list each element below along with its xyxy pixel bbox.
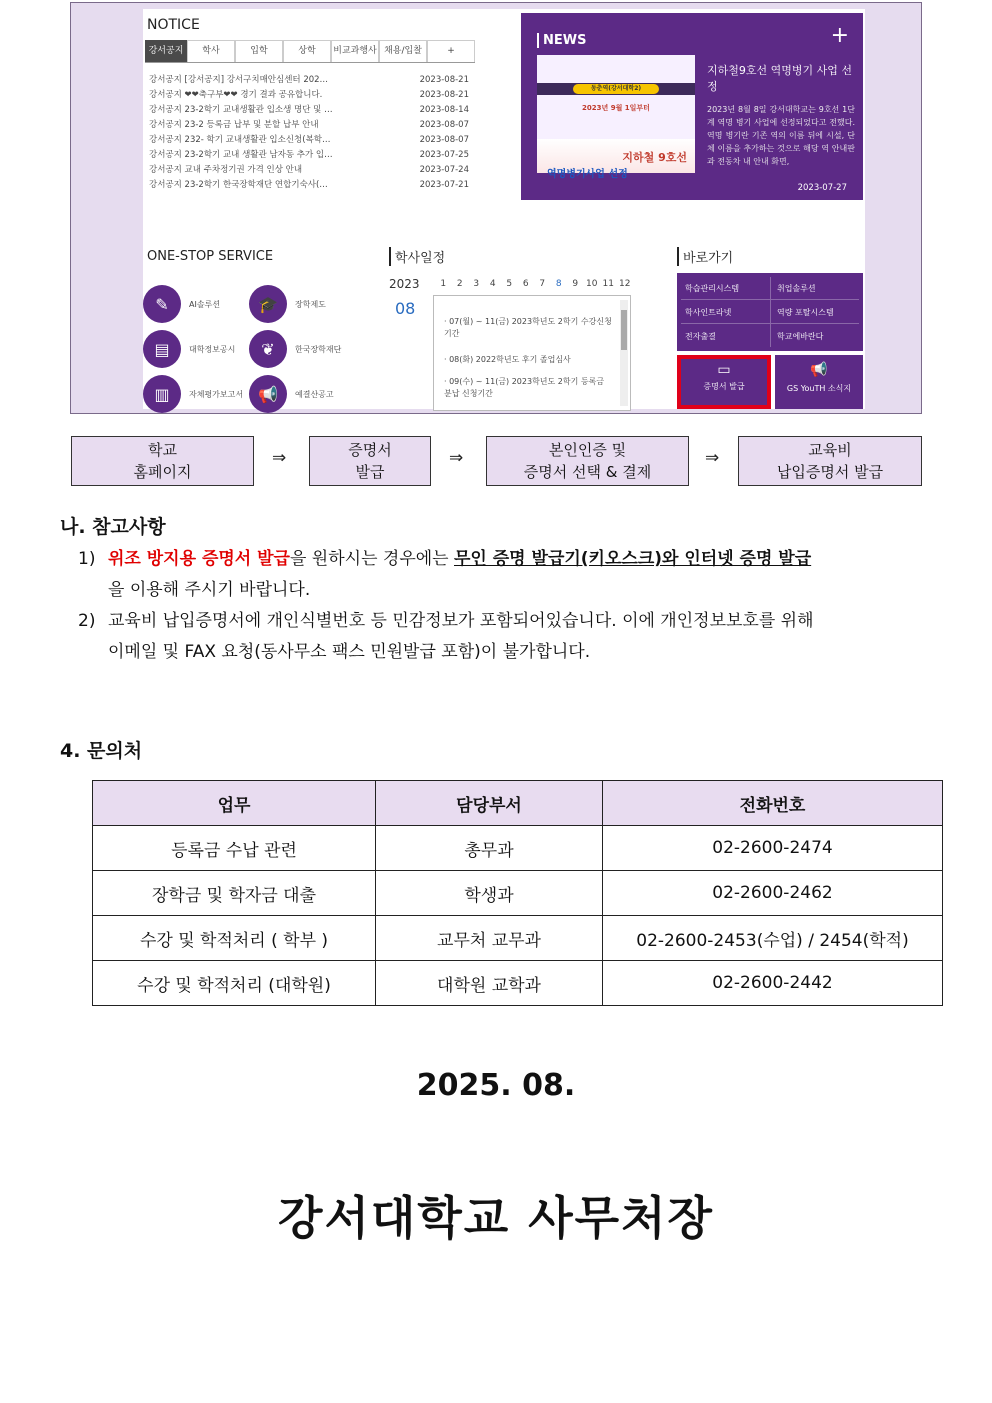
flow-step-line: 발급 <box>355 463 385 481</box>
flow-step-line: 증명서 <box>348 441 392 459</box>
tab-kangseo-notice[interactable]: 강서공지 <box>145 40 187 62</box>
one-stop-disclosure[interactable] <box>143 330 245 368</box>
notice-item-date: 2023-07-24 <box>419 165 469 175</box>
table-cell: 등록금 수납 관련 <box>93 826 376 871</box>
calendar-events <box>433 295 631 411</box>
news-image[interactable] <box>537 55 695 180</box>
one-stop-ai-solution[interactable] <box>143 285 245 323</box>
calendar-month-selector <box>435 279 633 289</box>
notice-item-date: 2023-07-21 <box>419 180 469 190</box>
link-attendance[interactable]: 전자출결 <box>685 332 716 341</box>
table-cell: 수강 및 학적처리 ( 학부 ) <box>93 916 376 961</box>
tab-extracurricular[interactable]: 비교과행사 <box>331 40 379 62</box>
table-header-row <box>93 781 943 826</box>
list-item[interactable] <box>149 73 469 88</box>
divider <box>770 277 771 347</box>
flow-step-line: 학교 <box>148 441 177 459</box>
news-label: NEWS <box>537 33 586 48</box>
month-9[interactable]: 9 <box>572 279 579 289</box>
gs-youth-button-label: GS YouTH 소식지 <box>786 384 852 393</box>
news-body: 2023년 8월 8일 강서대학교는 9호선 1단계 역명 병기 사업에 선정되었다고 전했다. 역명 병기란 기존 역의 이름 뒤에 시설, 단체 이름을 추가하는 것으로 해당 역 안내판과 전동차 내 안내 화면, <box>707 105 855 166</box>
link-lms[interactable]: 학습관리시스템 <box>685 284 740 293</box>
document-edit-icon: ✎ <box>143 285 181 323</box>
one-stop-label: 한국장학재단 <box>295 344 342 354</box>
graduation-cap-icon: 🎓 <box>249 285 287 323</box>
sprout-icon: ❦ <box>249 330 287 368</box>
one-stop-label: 장학제도 <box>295 299 326 309</box>
notice-item-title: 강서공지 23-2학기 교내 생활관 남자동 추가 입… <box>149 150 333 160</box>
forgery-proof-text: 위조 방지용 증명서 발급 <box>108 549 290 569</box>
news-image-date: 2023년 9월 1일부터 <box>582 104 650 112</box>
tab-recruit[interactable]: 채용/입찰 <box>379 40 427 62</box>
flow-step-homepage <box>71 436 254 486</box>
one-stop-scholarship[interactable] <box>249 285 351 323</box>
link-suggestion[interactable]: 학교에바란다 <box>777 332 824 341</box>
table-cell: 02-2600-2462 <box>603 871 943 916</box>
month-6[interactable]: 6 <box>522 279 529 289</box>
arrow-right-icon: ⇒ <box>272 448 287 468</box>
month-12[interactable]: 12 <box>619 279 631 289</box>
notice-item-date: 2023-08-07 <box>419 120 469 130</box>
tab-scholarship[interactable]: 상학 <box>283 40 331 62</box>
news-more-button[interactable]: + <box>830 23 849 48</box>
document-date: 2025. 08. <box>416 1068 576 1103</box>
notice-item-date: 2023-08-21 <box>419 75 469 85</box>
notice-title: NOTICE <box>147 17 200 33</box>
megaphone-icon: 📢 <box>249 375 287 413</box>
month-10[interactable]: 10 <box>586 279 598 289</box>
tab-admission[interactable]: 입학 <box>235 40 283 62</box>
notice-item-title: 강서공지 232- 학기 교내생활관 입소신청(복학… <box>149 135 331 145</box>
table-cell: 대학원 교학과 <box>376 961 603 1006</box>
table-row <box>93 826 943 871</box>
month-1[interactable]: 1 <box>440 279 447 289</box>
flow-step-line: 증명서 선택 & 결제 <box>523 463 652 481</box>
table-cell: 02-2600-2453(수업) / 2454(학적) <box>603 916 943 961</box>
calendar-event: · 09(수) ~ 11(금) 2023학년도 2학기 등록금 분납 신청기간 <box>444 377 605 398</box>
list-item[interactable] <box>149 163 469 178</box>
one-stop-budget[interactable] <box>249 375 351 413</box>
column-header: 업무 <box>93 781 376 826</box>
notice-item-title: 강서공지 ❤❤축구부❤❤ 경기 결과 공유합니다. <box>149 90 323 100</box>
one-stop-label: 예결산공고 <box>295 389 334 399</box>
notice-item-title: 강서공지 교내 주차정기권 가격 인상 안내 <box>149 165 303 175</box>
list-item[interactable] <box>149 118 469 133</box>
notice-item-title: 강서공지 23-2 등록금 납부 및 분할 납부 안내 <box>149 120 319 130</box>
list-item[interactable] <box>149 103 469 118</box>
one-stop-label: 대학정보공시 <box>189 344 236 354</box>
calendar-year: 2023 <box>389 277 420 291</box>
flow-step-line: 본인인증 및 <box>548 441 627 459</box>
homepage-screenshot <box>70 2 922 414</box>
list-item[interactable] <box>149 178 469 193</box>
flow-step-line: 홈페이지 <box>133 463 192 481</box>
table-cell: 학생과 <box>376 871 603 916</box>
notice-tabs <box>145 40 475 62</box>
divider <box>681 323 859 324</box>
notice-item-date: 2023-07-25 <box>419 150 469 160</box>
one-stop-title: ONE-STOP SERVICE <box>147 249 274 264</box>
reference-item-2-line2: 이메일 및 FAX 요청(동사무소 팩스 민원발급 포함)이 불가합니다. <box>108 642 591 662</box>
news-panel[interactable] <box>521 13 863 200</box>
reference-item-2-line1: 교육비 납입증명서에 개인식별번호 등 민감정보가 포함되어있습니다. 이에 개인정보보호를 위해 <box>108 611 814 631</box>
shortcuts-title: 바로가기 <box>677 247 733 266</box>
notice-item-title: 강서공지 23-2학기 한국장학재단 연합기숙사(… <box>149 180 328 190</box>
link-intranet[interactable]: 학사인트라넷 <box>685 308 732 317</box>
notice-item-date: 2023-08-07 <box>419 135 469 145</box>
month-3[interactable]: 3 <box>473 279 480 289</box>
column-header: 담당부서 <box>376 781 603 826</box>
certificate-button-label: 증명서 발급 <box>703 382 745 391</box>
table-cell: 장학금 및 학자금 대출 <box>93 871 376 916</box>
table-row <box>93 961 943 1006</box>
reference-item-1-num: 1) <box>78 549 96 569</box>
laptop-icon: ▭ <box>717 362 731 378</box>
contact-table <box>92 780 943 1006</box>
news-image-pill: 동춘역(강서대학2) <box>573 84 659 94</box>
news-date: 2023-07-27 <box>797 183 847 193</box>
bar-chart-icon: ▥ <box>143 375 181 413</box>
column-header: 전화번호 <box>603 781 943 826</box>
scrollbar-thumb[interactable] <box>621 310 627 350</box>
reference-item-1-tail: 을 이용해 주시기 바랍니다. <box>108 580 311 600</box>
link-portal[interactable]: 역량 포탈시스템 <box>777 308 834 317</box>
reference-item-1-mid: 을 원하시는 경우에는 <box>289 549 454 569</box>
homepage-content <box>143 9 865 409</box>
notice-item-title: 강서공지 [강서공지] 강서구치매안심센터 202… <box>149 75 329 85</box>
calendar-title: 학사일정 <box>389 247 445 266</box>
book-icon: ▤ <box>143 330 181 368</box>
flow-step-auth-payment <box>486 436 689 486</box>
list-item[interactable] <box>149 133 469 148</box>
table-cell: 02-2600-2442 <box>603 961 943 1006</box>
reference-item-1 <box>108 544 946 575</box>
divider <box>681 299 859 300</box>
news-image-foot-line2: 역명병기사업 선정 <box>547 169 628 180</box>
reference-heading: 나. 참고사항 <box>60 516 166 538</box>
month-8[interactable]: 8 <box>555 279 562 289</box>
table-cell: 02-2600-2474 <box>603 826 943 871</box>
calendar-month: 08 <box>395 299 416 318</box>
month-11[interactable]: 11 <box>602 279 614 289</box>
arrow-right-icon: ⇒ <box>449 448 464 468</box>
tab-more[interactable]: + <box>427 40 475 62</box>
month-5[interactable]: 5 <box>506 279 513 289</box>
scrollbar[interactable] <box>620 300 628 406</box>
certificate-button[interactable] <box>677 355 771 409</box>
month-7[interactable]: 7 <box>539 279 546 289</box>
list-item[interactable] <box>149 148 469 163</box>
news-image-foot-line1: 지하철 9호선 <box>622 151 687 164</box>
one-stop-self-evaluation[interactable] <box>143 375 245 413</box>
gs-youth-button[interactable] <box>775 355 863 409</box>
table-row <box>93 871 943 916</box>
document-signature: 강서대학교 사무처장 <box>278 1191 714 1245</box>
shortcut-links <box>677 273 863 351</box>
notice-item-date: 2023-08-21 <box>419 90 469 100</box>
megaphone-icon: 📢 <box>810 362 828 378</box>
flow-step-line: 납입증명서 발급 <box>776 463 884 481</box>
table-cell: 교무처 교무과 <box>376 916 603 961</box>
one-stop-label: 자체평가보고서 <box>189 389 244 399</box>
one-stop-label: AI솔루션 <box>189 299 221 309</box>
divider <box>145 62 475 63</box>
calendar-event: · 07(월) ~ 11(금) 2023학년도 2학기 수강신청기간 <box>444 317 612 338</box>
calendar-event: · 08(화) 2022학년도 후기 졸업심사 <box>444 355 571 364</box>
one-stop-kosaf[interactable] <box>249 330 351 368</box>
link-job[interactable]: 취업솔루션 <box>777 284 816 293</box>
reference-item-2-num: 2) <box>78 611 96 631</box>
month-2[interactable]: 2 <box>456 279 463 289</box>
news-image-footer <box>537 139 695 180</box>
notice-list <box>149 73 469 193</box>
flow-step-line: 교육비 <box>808 441 852 459</box>
flow-step-certificate <box>309 436 431 486</box>
notice-item-title: 강서공지 23-2학기 교내생활관 입소생 명단 및 … <box>149 105 333 115</box>
tab-academic[interactable]: 학사 <box>187 40 235 62</box>
contact-heading: 4. 문의처 <box>60 740 143 762</box>
notice-item-date: 2023-08-14 <box>419 105 469 115</box>
flow-step-issue <box>738 436 922 486</box>
arrow-right-icon: ⇒ <box>705 448 720 468</box>
table-cell: 수강 및 학적처리 (대학원) <box>93 961 376 1006</box>
month-4[interactable]: 4 <box>489 279 496 289</box>
kiosk-internet-text: 무인 증명 발급기(키오스크)와 인터넷 증명 발급 <box>454 549 812 569</box>
list-item[interactable] <box>149 88 469 103</box>
table-cell: 총무과 <box>376 826 603 871</box>
news-title[interactable]: 지하철9호선 역명병기 사업 선정 <box>707 64 852 93</box>
table-row <box>93 916 943 961</box>
